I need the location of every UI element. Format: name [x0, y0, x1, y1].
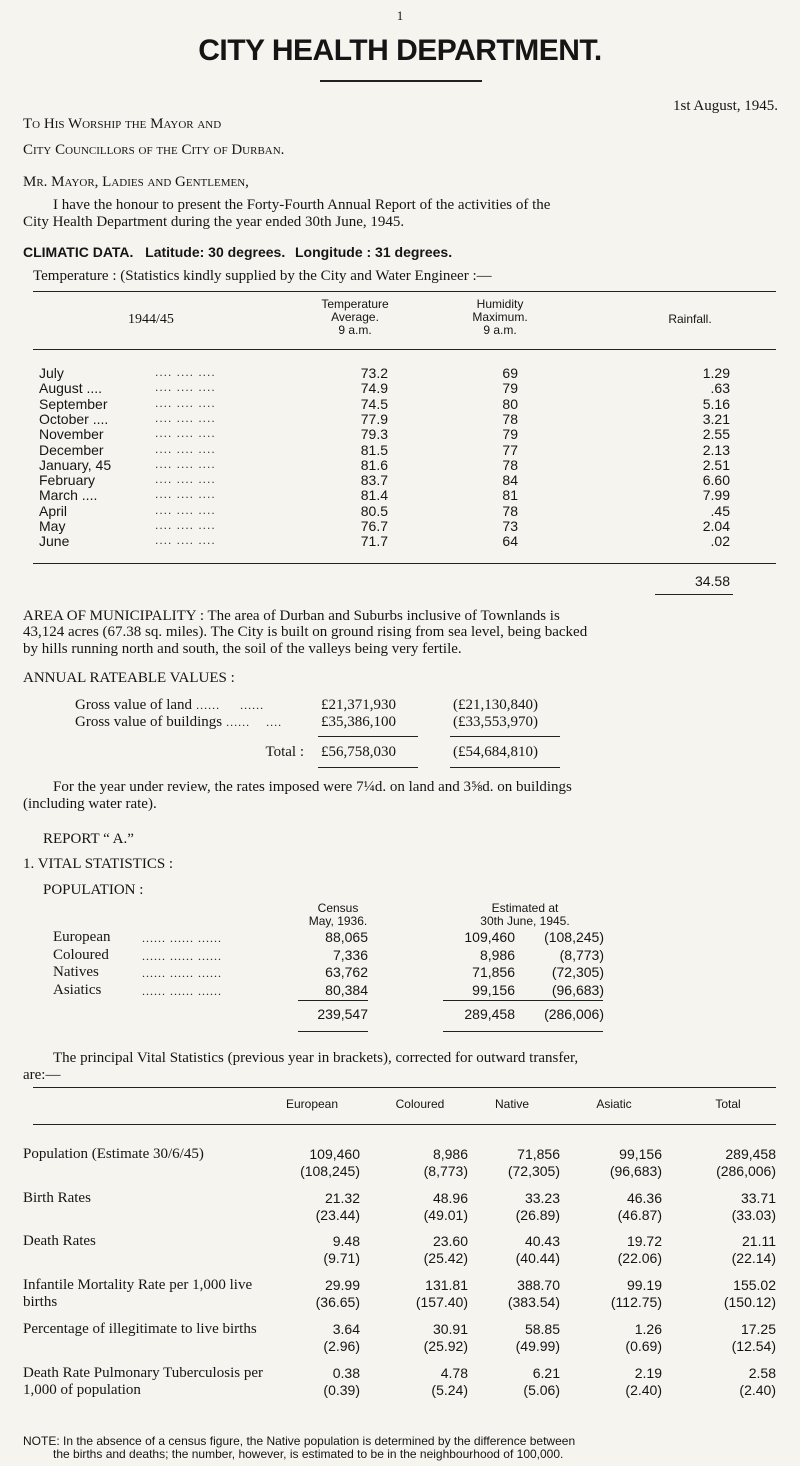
vital-value: 2.58 — [748, 1365, 776, 1381]
vital-value: 388.70 — [517, 1277, 560, 1293]
vital-prev-value: (25.92) — [423, 1338, 468, 1354]
area-line-1: AREA OF MUNICIPALITY : The area of Durban and Suburbs inclusive of Townlands is — [23, 608, 560, 624]
climate-leader-dots: .... .... .... — [155, 456, 216, 471]
population-total-estimate: 289,458 — [464, 1006, 515, 1022]
climate-temperature: 80.5 — [360, 502, 388, 519]
vital-row-label-cont: births — [23, 1294, 58, 1310]
page-title: CITY HEALTH DEPARTMENT. — [198, 34, 602, 67]
vital-prev-value: (12.54) — [731, 1338, 776, 1354]
vital-prev-value: (22.06) — [617, 1250, 662, 1266]
population-census: 7,336 — [332, 946, 368, 963]
vital-prev-value: (108,245) — [300, 1163, 360, 1179]
climate-rainfall: 7.99 — [702, 487, 730, 504]
vital-value: 8,986 — [432, 1146, 468, 1162]
vital-row-label-cont: 1,000 of population — [23, 1382, 141, 1398]
vital-prev-value: (26.89) — [515, 1207, 560, 1223]
total-prev: (£54,684,810) — [453, 744, 538, 760]
population-col-estimate-l2: 30th June, 1945. — [480, 914, 570, 928]
rateable-heading: ANNUAL RATEABLE VALUES : — [23, 670, 235, 686]
vital-value: 23.60 — [432, 1233, 468, 1249]
salutation: Mr. Mayor, Ladies and Gentlemen, — [23, 174, 249, 190]
climate-leader-dots: .... .... .... — [155, 487, 216, 502]
climate-temperature: 74.5 — [360, 395, 388, 412]
climatic-heading — [23, 244, 452, 262]
population-col-census-l2: May, 1936. — [308, 914, 368, 928]
climate-leader-dots: .... .... .... — [155, 502, 216, 517]
population-total-prev: (286,006) — [544, 1006, 604, 1022]
climate-humidity: 81 — [502, 487, 518, 504]
vital-prev-value: (23.44) — [315, 1207, 360, 1223]
vital-value: 21.32 — [324, 1190, 360, 1206]
temperature-note: Temperature : (Statistics kindly supplied by the City and Water Engineer :— — [33, 268, 492, 284]
population-estimate: 8,986 — [479, 946, 515, 963]
buildings-prev: (£33,553,970) — [453, 714, 538, 730]
climate-rainfall: 6.60 — [702, 472, 730, 489]
population-estimate: 71,856 — [472, 964, 515, 980]
vital-prev-value: (157.40) — [415, 1294, 468, 1310]
vital-row-label: Population (Estimate 30/6/45) — [23, 1146, 204, 1162]
vital-row-label: Birth Rates — [23, 1190, 91, 1206]
vital-prev-value: (150.12) — [723, 1294, 776, 1310]
climate-humidity: 80 — [502, 395, 518, 412]
vital-intro-line-1: The principal Vital Statistics (previous year in brackets), corrected for outward transfer, — [53, 1050, 579, 1066]
population-total-census: 239,547 — [317, 1006, 368, 1022]
vital-value: 58.85 — [524, 1321, 560, 1337]
climate-rainfall: 2.04 — [702, 518, 730, 534]
vital-value: 9.48 — [332, 1233, 360, 1249]
rateable-prev-total-rule — [450, 767, 560, 768]
climate-humidity: 78 — [502, 456, 518, 473]
letter-date: 1st August, 1945. — [672, 98, 778, 114]
buildings-label-text: Gross value of buildings — [75, 714, 223, 730]
climate-col-humidity-l1: Humidity — [476, 297, 524, 311]
vital-prev-value: (2.40) — [625, 1382, 662, 1398]
vital-prev-value: (2.96) — [323, 1338, 360, 1354]
climate-temperature: 76.7 — [360, 518, 388, 534]
climate-col-year: 1944/45 — [128, 312, 174, 327]
vital-col-header: Coloured — [395, 1097, 445, 1111]
vital-value: 30.91 — [432, 1321, 468, 1337]
climate-temperature: 71.7 — [360, 533, 388, 550]
rainfall-total-rule — [655, 594, 733, 595]
climate-month: March .... — [39, 487, 98, 504]
vital-value: 109,460 — [309, 1146, 360, 1162]
population-estimate: 99,156 — [472, 981, 515, 998]
climate-month: February — [39, 472, 96, 489]
climate-table-top-rule — [33, 291, 776, 292]
population-leader-dots: ...... ...... ...... — [142, 983, 222, 998]
population-prev: (96,683) — [551, 981, 604, 998]
climate-humidity: 78 — [502, 410, 518, 427]
population-group: Coloured — [53, 946, 109, 963]
vital-row-label: Percentage of illegitimate to live births — [23, 1321, 257, 1337]
population-group: Asiatics — [53, 981, 102, 998]
vital-value: 40.43 — [524, 1233, 560, 1249]
climate-humidity: 78 — [502, 502, 518, 519]
rateable-sum-rule — [318, 736, 418, 737]
vital-value: 21.11 — [742, 1233, 776, 1249]
vital-statistics-heading: 1. VITAL STATISTICS : — [23, 856, 174, 872]
climate-rainfall: 3.21 — [702, 410, 730, 427]
climate-temperature: 79.3 — [360, 426, 388, 443]
population-group: European — [53, 929, 111, 945]
population-leader-dots: ...... ...... ...... — [142, 931, 222, 945]
climate-leader-dots: .... .... .... — [155, 380, 216, 395]
population-col-census — [278, 902, 398, 928]
climate-rainfall: .45 — [710, 502, 730, 519]
vital-prev-value: (2.40) — [739, 1382, 776, 1398]
climate-month: November — [39, 426, 104, 443]
page-number: 1 — [396, 8, 404, 23]
intro-line-1: I have the honour to present the Forty-Fourth Annual Report of the activities of the — [53, 197, 551, 213]
rateable-total-rule — [318, 767, 418, 768]
climate-col-humidity — [440, 298, 560, 337]
rateable-prev-sum-rule — [450, 736, 560, 737]
vital-prev-value: (112.75) — [610, 1294, 662, 1310]
vital-intro-line-2: are:— — [23, 1067, 61, 1083]
population-prev: (8,773) — [559, 946, 604, 963]
population-col-estimate — [430, 902, 620, 928]
vital-prev-value: (383.54) — [507, 1294, 560, 1310]
vital-col-header: Native — [494, 1097, 529, 1111]
climate-month: May — [39, 518, 66, 534]
climatic-label: CLIMATIC DATA. — [23, 244, 134, 260]
population-leader-dots: ...... ...... ...... — [142, 948, 222, 963]
vital-prev-value: (0.39) — [323, 1382, 360, 1398]
climate-temperature: 73.2 — [360, 365, 388, 381]
note-line-2: the births and deaths; the number, however, is estimated to be in the neighbourhood of 100,000. — [53, 1447, 564, 1461]
longitude: Longitude : 31 degrees. — [294, 244, 453, 260]
climate-col-temperature-l3: 9 a.m. — [338, 323, 372, 337]
climate-month: January, 45 — [39, 456, 112, 473]
area-line-3: by hills running north and south, the soil of the valleys being very fertile. — [23, 641, 462, 657]
vital-value: 131.81 — [425, 1277, 468, 1293]
climate-temperature: 74.9 — [360, 380, 388, 397]
vital-prev-value: (72,305) — [507, 1163, 560, 1179]
vital-prev-value: (5.24) — [431, 1382, 468, 1398]
vital-row-label: Death Rate Pulmonary Tuberculosis per — [23, 1365, 263, 1381]
vital-prev-value: (49.01) — [423, 1207, 468, 1223]
vital-prev-value: (286,006) — [716, 1163, 776, 1179]
climate-month: December — [39, 441, 104, 458]
rates-line-1: For the year under review, the rates imposed were 7¼d. on land and 3⅝d. on buildings — [53, 779, 572, 795]
climate-month: August .... — [39, 380, 103, 397]
climate-leader-dots: .... .... .... — [155, 365, 216, 379]
climate-humidity: 79 — [502, 380, 518, 397]
vital-value: 71,856 — [517, 1146, 560, 1162]
population-census: 63,762 — [325, 964, 368, 980]
climate-temperature: 81.5 — [360, 441, 388, 458]
land-value: £21,371,930 — [321, 697, 396, 713]
population-estimate: 109,460 — [464, 929, 515, 945]
vital-value: 1.26 — [634, 1321, 662, 1337]
vital-value: 0.38 — [332, 1365, 360, 1381]
climate-rainfall: .02 — [710, 533, 730, 550]
vital-value: 33.71 — [740, 1190, 776, 1206]
climate-leader-dots: .... .... .... — [155, 395, 216, 410]
note-line-1: NOTE: In the absence of a census figure, the Native population is determined by the difference between — [23, 1434, 576, 1448]
vital-col-header: Total — [715, 1097, 741, 1111]
climate-leader-dots: .... .... .... — [155, 533, 216, 548]
climate-temperature: 83.7 — [360, 472, 388, 489]
rainfall-total: 34.58 — [694, 573, 730, 589]
climate-leader-dots: .... .... .... — [155, 472, 216, 487]
vital-prev-value: (9.71) — [323, 1250, 360, 1266]
population-col-estimate-l1: Estimated at — [491, 901, 559, 915]
vital-col-header: European — [285, 1097, 339, 1111]
vital-col-header: Asiatic — [596, 1097, 632, 1111]
vital-prev-value: (5.06) — [523, 1382, 560, 1398]
buildings-label: Gross value of buildings ...... .... — [75, 714, 283, 730]
population-heading: POPULATION : — [43, 882, 144, 898]
vital-prev-value: (22.14) — [731, 1250, 776, 1266]
population-prev: (72,305) — [551, 964, 604, 980]
land-label-text: Gross value of land — [75, 697, 193, 713]
climate-humidity: 79 — [502, 426, 518, 443]
climate-month: April — [39, 502, 68, 519]
climate-col-humidity-l2: Maximum. — [472, 310, 528, 324]
climate-leader-dots: .... .... .... — [155, 410, 216, 425]
vital-prev-value: (46.87) — [617, 1207, 662, 1223]
land-label: Gross value of land ...... ...... — [75, 697, 265, 713]
vital-prev-value: (40.44) — [515, 1250, 560, 1266]
climate-month: July — [39, 365, 64, 381]
buildings-value: £35,386,100 — [321, 714, 396, 730]
climate-temperature: 81.6 — [360, 456, 388, 473]
climate-month: October .... — [39, 410, 109, 427]
vital-value: 3.64 — [332, 1321, 360, 1337]
climate-leader-dots: .... .... .... — [155, 426, 216, 441]
climate-leader-dots: .... .... .... — [155, 441, 216, 456]
vital-value: 29.99 — [324, 1277, 360, 1293]
vital-value: 4.78 — [440, 1365, 468, 1381]
population-group: Natives — [53, 964, 99, 980]
population-census: 88,065 — [325, 929, 368, 945]
vital-value: 17.25 — [740, 1321, 776, 1337]
latitude: Latitude: 30 degrees. — [145, 244, 286, 260]
population-census-total-rule — [298, 1031, 368, 1032]
vital-prev-value: (0.69) — [625, 1338, 662, 1354]
vital-value: 99,156 — [619, 1146, 662, 1162]
climate-rainfall: 1.29 — [702, 365, 730, 381]
vital-table-top-rule — [33, 1087, 776, 1088]
climate-leader-dots: .... .... .... — [155, 518, 216, 532]
climate-table-bottom-rule — [33, 563, 776, 564]
climate-col-temperature-l1: Temperature — [321, 297, 389, 311]
vital-row-label: Infantile Mortality Rate per 1,000 live — [23, 1277, 253, 1293]
vital-prev-value: (8,773) — [423, 1163, 468, 1179]
climate-humidity: 77 — [502, 441, 518, 458]
vital-value: 19.72 — [626, 1233, 662, 1249]
vital-prev-value: (36.65) — [315, 1294, 360, 1310]
total-value: £56,758,030 — [321, 744, 396, 760]
vital-value: 48.96 — [432, 1190, 468, 1206]
area-line-2: 43,124 acres (67.38 sq. miles). The City is built on ground rising from sea level, being backed — [23, 624, 588, 640]
rates-line-2: (including water rate). — [23, 796, 157, 812]
climate-table-header-rule — [33, 349, 776, 350]
climate-month: June — [39, 533, 70, 550]
climate-rainfall: 2.55 — [702, 426, 730, 443]
vital-value: 46.36 — [626, 1190, 662, 1206]
population-census: 80,384 — [325, 981, 368, 998]
population-prev: (108,245) — [544, 929, 604, 945]
climate-temperature: 81.4 — [360, 487, 388, 504]
climate-col-humidity-l3: 9 a.m. — [483, 323, 517, 337]
vital-value: 289,458 — [725, 1146, 776, 1162]
climate-col-temperature — [295, 298, 415, 337]
title-rule — [320, 80, 482, 82]
climate-rainfall: 2.51 — [702, 456, 730, 473]
land-prev: (£21,130,840) — [453, 697, 538, 713]
vital-prev-value: (96,683) — [609, 1163, 662, 1179]
climate-humidity: 84 — [502, 472, 518, 489]
vital-prev-value: (25.42) — [423, 1250, 468, 1266]
addressee-line-1: To His Worship the Mayor and — [23, 116, 222, 132]
intro-line-2: City Health Department during the year ended 30th June, 1945. — [23, 214, 405, 230]
climate-humidity: 73 — [502, 518, 518, 534]
vital-value: 99.19 — [626, 1277, 662, 1293]
population-col-census-l1: Census — [317, 901, 359, 915]
population-census-rule — [298, 1000, 368, 1001]
vital-prev-value: (49.99) — [515, 1338, 560, 1354]
climate-rainfall: 2.13 — [702, 441, 730, 458]
vital-prev-value: (33.03) — [731, 1207, 776, 1223]
population-estimate-rule — [443, 1000, 603, 1001]
vital-value: 155.02 — [733, 1277, 776, 1293]
population-estimate-total-rule — [443, 1031, 603, 1032]
total-label: Total : — [265, 744, 304, 760]
report-heading: REPORT “ A.” — [43, 831, 134, 847]
vital-value: 33.23 — [524, 1190, 560, 1206]
addressee-line-2: City Councillors of the City of Durban. — [23, 142, 285, 158]
vital-value: 2.19 — [634, 1365, 662, 1381]
climate-col-temperature-l2: Average. — [331, 310, 379, 324]
vital-table-header-rule — [33, 1124, 776, 1125]
climate-rainfall: 5.16 — [702, 395, 730, 412]
climate-humidity: 69 — [502, 365, 518, 381]
climate-humidity: 64 — [502, 533, 518, 550]
vital-row-label: Death Rates — [23, 1233, 96, 1249]
population-leader-dots: ...... ...... ...... — [142, 966, 222, 980]
climate-month: September — [39, 395, 108, 412]
climate-col-rainfall: Rainfall. — [668, 312, 712, 326]
climate-rainfall: .63 — [710, 380, 730, 397]
climate-temperature: 77.9 — [360, 410, 388, 427]
vital-value: 6.21 — [532, 1365, 560, 1381]
